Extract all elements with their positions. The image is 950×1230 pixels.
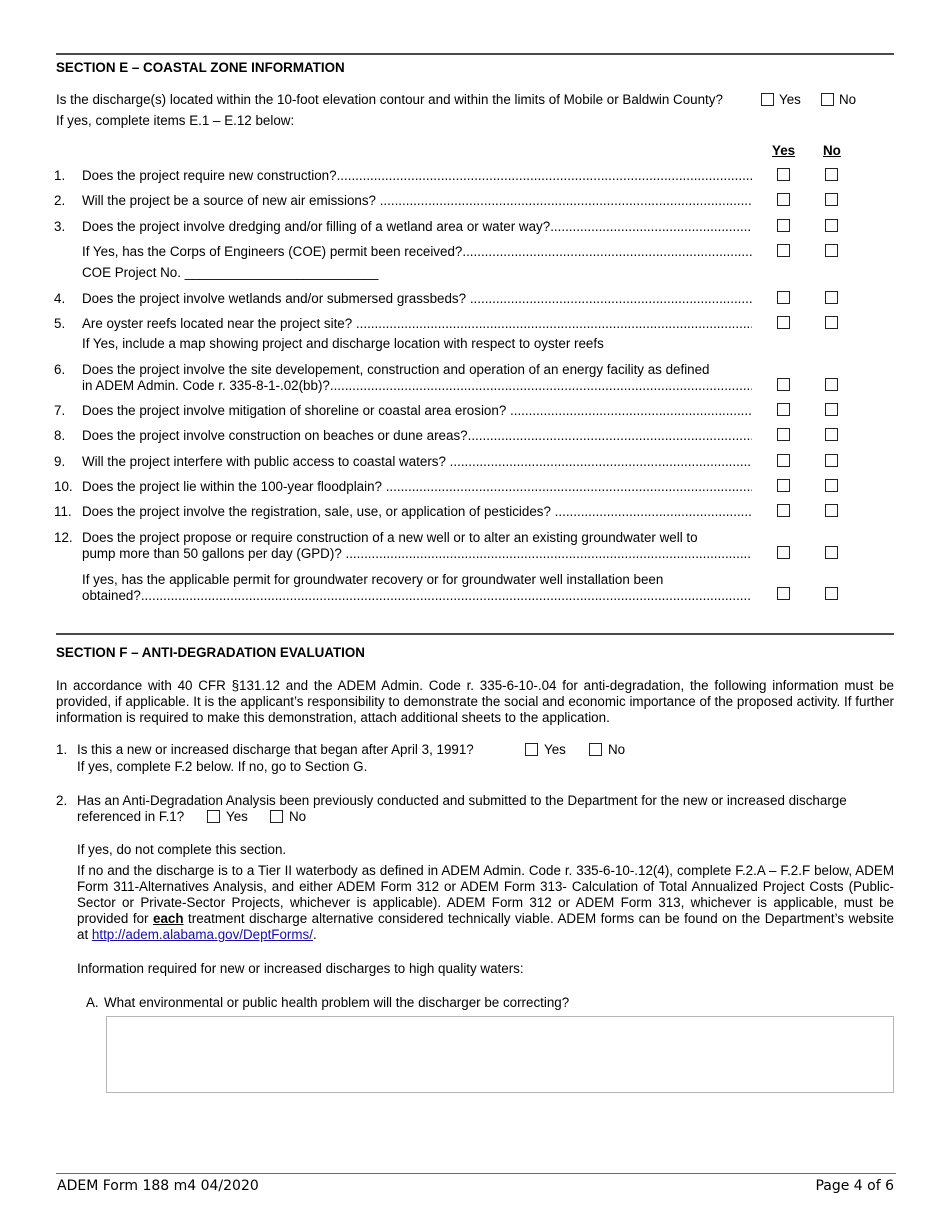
question-e1: Does the project require new construction? ..... (82, 168, 752, 183)
coe-project-number-field[interactable]: COE Project No. __________________________ (82, 265, 379, 280)
question-e12 (82, 530, 752, 562)
e5-yes-checkbox[interactable] (777, 316, 790, 329)
e4-no-checkbox[interactable] (825, 291, 838, 304)
section-f-top-rule (56, 633, 894, 635)
f2-number: 2. (56, 793, 68, 808)
section-e-title: SECTION E – COASTAL ZONE INFORMATION (56, 60, 345, 75)
f2-if-no-text-part1: If no and the discharge is to a Tier II waterbody as defined in ADEM Admin. Code r. 335-6-10-.12(4), complete F.2.A – F.2.F below, ADEM Form 311-Alternatives Analysis, and either ADEM Form 312 or ADEM Form 313- Calculation of Total Annualized Project Costs (Public-Sector or Private-Sector Projects, whichever is applicable). ADEM Form 312 or ADEM Form 313, whichever is applicable, must be provided for (77, 863, 894, 926)
item-number: 12. (54, 530, 73, 545)
question-e10: Does the project lie within the 100-year floodplain? ..... (82, 479, 752, 494)
question-e12-line2: pump more than 50 gallons per day (GPD)? ..... (82, 546, 752, 562)
item-number: 3. (54, 219, 66, 234)
f2-if-no-text-part2: treatment discharge alternative considered technically viable. ADEM forms can be found on the Department’s website at (77, 911, 894, 942)
footer-page-number: Page 4 of 6 (815, 1178, 894, 1194)
coastal-zone-no-checkbox[interactable] (821, 93, 834, 106)
item-number: 9. (54, 454, 66, 469)
coastal-zone-question: Is the discharge(s) located within the 10-foot elevation contour and within the limits of Mobile or Baldwin County? (56, 92, 723, 107)
e7-yes-checkbox[interactable] (777, 403, 790, 416)
f1-yes-label: Yes (544, 742, 566, 757)
question-e5: Are oyster reefs located near the project site? ..... (82, 316, 752, 331)
adem-forms-link[interactable]: http://adem.alabama.gov/DeptForms/ (91, 927, 313, 942)
oyster-reef-note: If Yes, include a map showing project and discharge location with respect to oyster reefs (82, 336, 604, 351)
item-number: 7. (54, 403, 66, 418)
e3-no-checkbox[interactable] (825, 219, 838, 232)
coastal-zone-yes-checkbox[interactable] (761, 93, 774, 106)
question-e3-coe-permit: If Yes, has the Corps of Engineers (COE) permit been received? ..... (82, 244, 752, 259)
e12-yes-checkbox[interactable] (777, 546, 790, 559)
e9-yes-checkbox[interactable] (777, 454, 790, 467)
question-e7: Does the project involve mitigation of shoreline or coastal area erosion? ..... (82, 403, 752, 418)
f1-no-checkbox[interactable] (589, 743, 602, 756)
question-e9: Will the project interfere with public access to coastal waters? ..... (82, 454, 752, 469)
e2-no-checkbox[interactable] (825, 193, 838, 206)
item-a-answer-textarea[interactable] (106, 1016, 894, 1093)
item-number: 5. (54, 316, 66, 331)
e9-no-checkbox[interactable] (825, 454, 838, 467)
item-number: 11. (54, 504, 72, 519)
footer-form-id: ADEM Form 188 m4 04/2020 (57, 1178, 259, 1194)
e12-permit-yes-checkbox[interactable] (777, 587, 790, 600)
f2-yes-label: Yes (226, 809, 248, 824)
f1-question: Is this a new or increased discharge that began after April 3, 1991? (77, 742, 474, 757)
item-a-question: What environmental or public health problem will the discharger be correcting? (104, 995, 570, 1010)
e11-no-checkbox[interactable] (825, 504, 838, 517)
e2-yes-checkbox[interactable] (777, 193, 790, 206)
e6-yes-checkbox[interactable] (777, 378, 790, 391)
coastal-zone-note: If yes, complete items E.1 – E.12 below: (56, 113, 295, 128)
section-f-intro: In accordance with 40 CFR §131.12 and the ADEM Admin. Code r. 335-6-10-.04 for anti-degradation, the following information must be provided, if applicable. It is the applicant’s responsibility to demonstrate the social and economic importance of the proposed activity. If further information is required to make this demonstration, attach additional sheets to the application. (56, 678, 894, 725)
e4-yes-checkbox[interactable] (777, 291, 790, 304)
f2-yes-checkbox[interactable] (207, 810, 220, 823)
e3-coe-yes-checkbox[interactable] (777, 244, 790, 257)
e3-coe-no-checkbox[interactable] (825, 244, 838, 257)
f2-no-label: No (289, 809, 307, 824)
e10-yes-checkbox[interactable] (777, 479, 790, 492)
item-number: 8. (54, 428, 66, 443)
f1-yes-checkbox[interactable] (525, 743, 538, 756)
item-number: 1. (54, 168, 66, 183)
question-e6-line2: in ADEM Admin. Code r. 335-8-1-.02(bb)? ..... (82, 378, 752, 394)
question-e12-permit-line2: obtained? ..... (82, 588, 752, 604)
e1-yes-checkbox[interactable] (777, 168, 790, 181)
e6-no-checkbox[interactable] (825, 378, 838, 391)
question-e12-permit-line1: If yes, has the applicable permit for groundwater recovery or for groundwater well installation been (82, 572, 664, 587)
f1-note: If yes, complete F.2 below. If no, go to Section G. (77, 759, 368, 774)
e11-yes-checkbox[interactable] (777, 504, 790, 517)
question-e6 (82, 362, 752, 394)
question-e6-line1: Does the project involve the site developement, construction and operation of an energy facility as defined (82, 362, 710, 377)
item-number: 6. (54, 362, 66, 377)
question-e2: Will the project be a source of new air emissions? ..... (82, 193, 752, 208)
coastal-zone-yes-label: Yes (779, 92, 801, 107)
item-number: 10. (54, 479, 73, 494)
f2-if-no-period: . (312, 927, 317, 942)
f1-no-label: No (608, 742, 626, 757)
section-f-title: SECTION F – ANTI-DEGRADATION EVALUATION (56, 645, 365, 660)
e5-no-checkbox[interactable] (825, 316, 838, 329)
question-e12-permit (82, 572, 752, 604)
f2-if-yes-note: If yes, do not complete this section. (77, 842, 287, 857)
question-e11: Does the project involve the registration, sale, use, or application of pesticides? ..... (82, 504, 752, 519)
coastal-zone-no-label: No (839, 92, 857, 107)
f2-if-no-emphasis: each (153, 911, 184, 926)
f1-number: 1. (56, 742, 68, 757)
column-header-no: No (823, 143, 841, 158)
f2-no-checkbox[interactable] (270, 810, 283, 823)
f2-question-line2: referenced in F.1? (77, 809, 185, 824)
e8-yes-checkbox[interactable] (777, 428, 790, 441)
e3-yes-checkbox[interactable] (777, 219, 790, 232)
question-e4: Does the project involve wetlands and/or submersed grassbeds? ..... (82, 291, 752, 306)
f2-question-line1: Has an Anti-Degradation Analysis been previously conducted and submitted to the Department for the new or increased discharge (77, 793, 847, 808)
item-number: 2. (54, 193, 66, 208)
e12-permit-no-checkbox[interactable] (825, 587, 838, 600)
section-e-top-rule (56, 53, 894, 55)
question-e12-line1: Does the project propose or require construction of a new well or to alter an existing groundwater well to (82, 530, 698, 545)
e10-no-checkbox[interactable] (825, 479, 838, 492)
item-number: 4. (54, 291, 66, 306)
column-header-yes: Yes (772, 143, 796, 158)
item-a-label: A. (86, 995, 99, 1010)
e7-no-checkbox[interactable] (825, 403, 838, 416)
f2-if-no-paragraph (77, 863, 894, 943)
e1-no-checkbox[interactable] (825, 168, 838, 181)
e8-no-checkbox[interactable] (825, 428, 838, 441)
high-quality-waters-note: Information required for new or increased discharges to high quality waters: (77, 961, 524, 976)
e12-no-checkbox[interactable] (825, 546, 838, 559)
question-e3: Does the project involve dredging and/or filling of a wetland area or water way? ..... (82, 219, 752, 234)
footer-rule (56, 1173, 896, 1174)
question-e8: Does the project involve construction on beaches or dune areas? ..... (82, 428, 752, 443)
